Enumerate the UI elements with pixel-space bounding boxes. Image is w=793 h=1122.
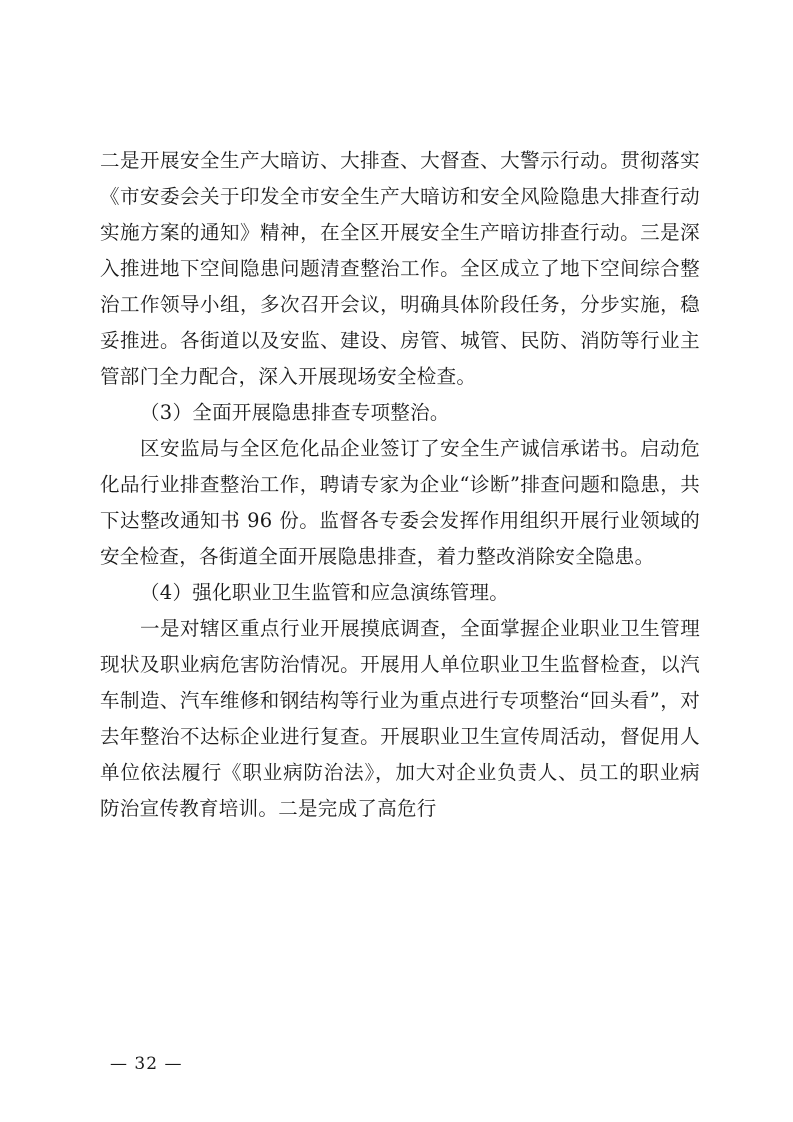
paragraph-occupational-health: 一是对辖区重点行业开展摸底调查，全面掌握企业职业卫生管理现状及职业病危害防治情况。开展用人单位职业卫生监督检查，以汽车制造、汽车维修和钢结构等行业为重点进行专项整治“回头看”，对去年整治不达标企业进行复查。开展职业卫生宣传周活动，督促用人单位依法履行《职业病防治法》，加大对企业负责人、员工的职业病防治宣传教育培训。二是完成了高危行 bbox=[100, 617, 700, 820]
page-number: — 32 — bbox=[110, 1054, 183, 1074]
paragraph-hazard-inspection: 区安监局与全区危化品企业签订了安全生产诚信承诺书。启动危化品行业排查整治工作，聘请专家为企业“诊断”排查问题和隐患，共下达整改通知书 96 份。监督各专委会发挥作用组织开展行业领域的安全检查，各街道全面开展隐患排查，着力整改消除安全隐患。 bbox=[100, 437, 700, 568]
paragraph-continuation: 二是开展安全生产大暗访、大排查、大督查、大警示行动。贯彻落实《市安委会关于印发全市安全生产大暗访和安全风险隐患大排查行动实施方案的通知》精神，在全区开展安全生产暗访排查行动。三是深入推进地下空间隐患问题清查整治工作。全区成立了地下空间综合整治工作领导小组，多次召开会议，明确具体阶段任务，分步实施，稳妥推进。各街道以及安监、建设、房管、城管、民防、消防等行业主管部门全力配合，深入开展现场安全检查。 bbox=[100, 149, 700, 388]
section-heading-3: （3）全面开展隐患排查专项整治。 bbox=[140, 401, 450, 424]
section-heading-4: （4）强化职业卫生监管和应急演练管理。 bbox=[140, 581, 510, 604]
document-body bbox=[100, 143, 700, 827]
